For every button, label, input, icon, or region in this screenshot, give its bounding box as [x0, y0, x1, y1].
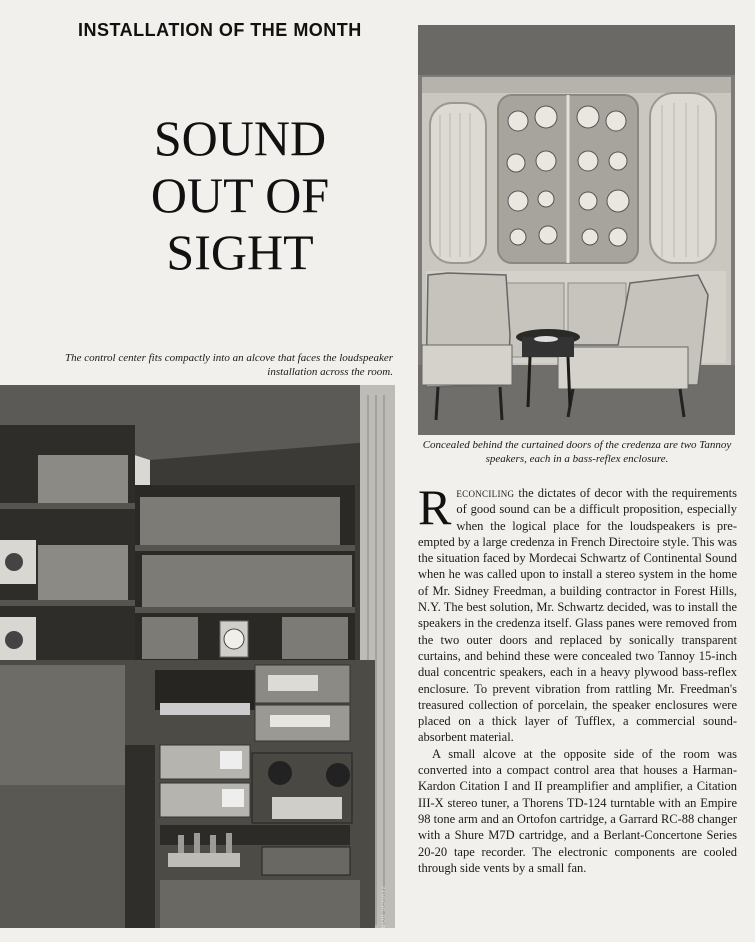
- lead-in: econciling: [456, 486, 515, 500]
- control-center-caption: The control center fits compactly into an alcove that faces the loudspeaker installation across the room.: [65, 352, 393, 378]
- headline-line-3: SIGHT: [166, 224, 314, 280]
- paragraph-1: [418, 479, 737, 746]
- credenza-caption: Concealed behind the curtained doors of the credenza are two Tannoy speakers, each in a bass-reflex enclosure.: [422, 439, 732, 465]
- photo-credit: BOB SCHATZ: [381, 885, 387, 928]
- paragraph-1-text: the dictates of decor with the requirements of good sound can be a difficult proposition, especially when the logical place for the loudspeakers is pre-empted by a large credenza in French Directoire style. This was the situation faced by Mordecai Schwartz of Continental Sound when he was called upon to install a stereo system in the home of Mr. Sidney Freedman, a building contractor in Forest Hills, N.Y. The best solution, Mr. Schwartz decided, was to install the speakers in the credenza itself. Glass panes were removed from the two outer doors and replaced by sonically transparent curtains, and behind these were concealed two Tannoy 15-inch dual concentric speakers, each in a heavy plywood bass-reflex enclosure. To prevent vibration from rattling Mr. Freedman's treasured collection of porcelain, the speaker enclosures were placed on a thick layer of Tufflex, a commercial sound-absorbent material.: [418, 486, 737, 745]
- credenza-photo: [418, 25, 735, 435]
- article-headline: [110, 110, 370, 281]
- article-body: [418, 479, 737, 876]
- headline-line-2: OUT OF: [150, 167, 330, 223]
- drop-cap: R: [418, 479, 452, 535]
- section-kicker: INSTALLATION OF THE MONTH: [78, 20, 362, 40]
- paragraph-2: A small alcove at the opposite side of the room was converted into a compact control area that houses a Harman-Kardon Citation I and II preamplifier and amplifier, a Citation III-X stereo tuner, a Thorens TD-124 turntable with an Empire 98 tone arm and an Ortofon cartridge, a Garrard RC-88 changer with a Shure M7D cartridge, and a Berlant-Concertone Series 20-20 tape recorder. The electronic components are cooled through side vents by a small fan.: [418, 746, 737, 875]
- control-center-photo: [0, 385, 395, 928]
- headline-line-1: SOUND: [153, 110, 327, 166]
